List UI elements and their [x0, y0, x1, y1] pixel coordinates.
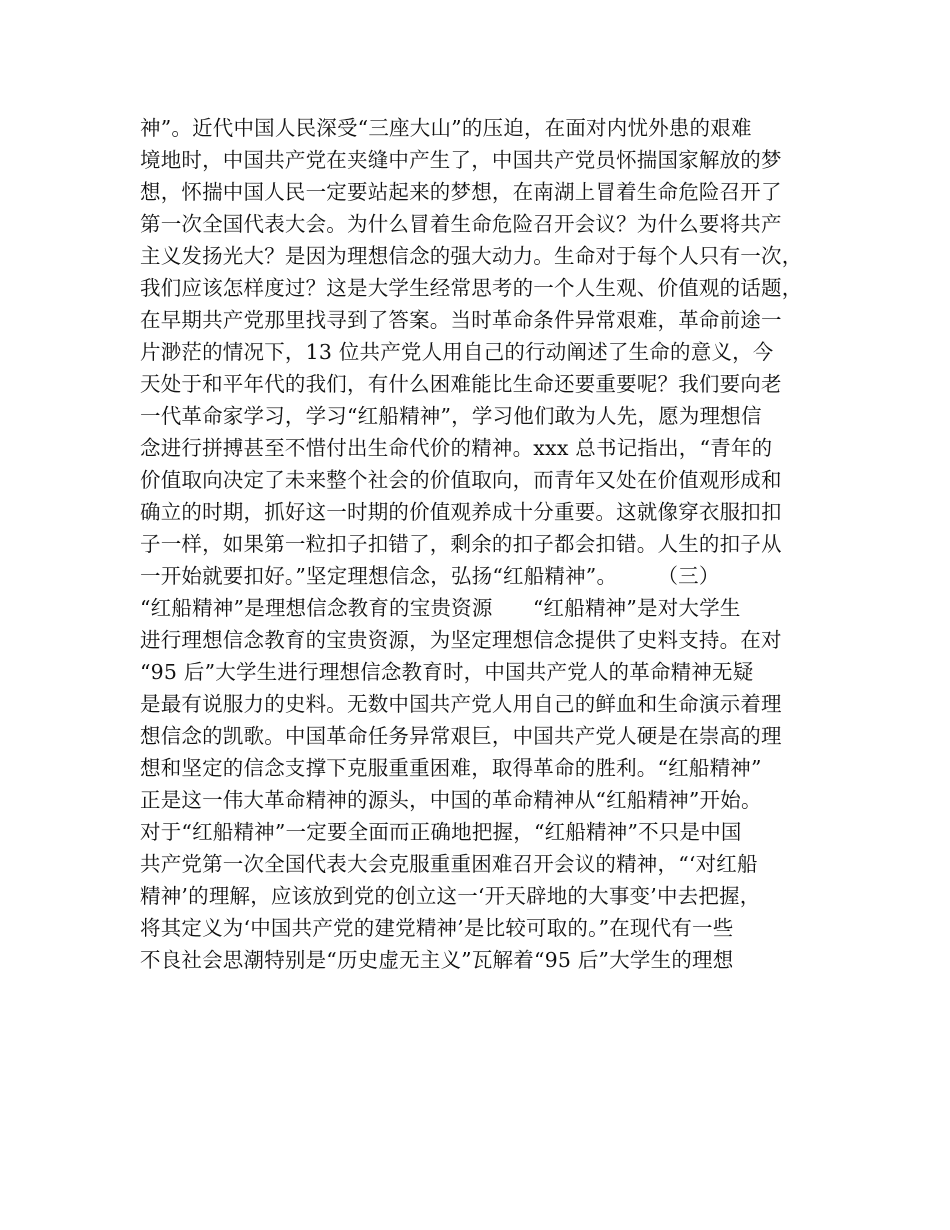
text-line: 对于“红船精神”一定要全面而正确地把握，“红船精神”不只是中国: [140, 820, 742, 844]
text-line: 价值取向决定了未来整个社会的价值取向，而青年又处在价值观形成和: [140, 468, 782, 492]
text-line: 念进行拼搏甚至不惜付出生命代价的精神。xxx 总书记指出，“青年的: [140, 436, 773, 460]
text-line: 在早期共产党那里找寻到了答案。当时革命条件异常艰难，革命前途一: [140, 308, 782, 332]
text-line: 精神’的理解，应该放到党的创立这一‘开天辟地的大事变’中去把握，: [140, 884, 761, 908]
text-line: 子一样，如果第一粒扣子扣错了，剩余的扣子都会扣错。人生的扣子从: [140, 532, 782, 556]
text-line: 一代革命家学习，学习“红船精神”，学习他们敢为人先，愿为理想信: [140, 404, 762, 428]
text-line: 将其定义为‘中国共产党的建党精神’是比较可取的。”在现代有一些: [140, 916, 734, 940]
text-line: 想，怀揣中国人民一定要站起来的梦想，在南湖上冒着生命危险召开了: [140, 180, 782, 204]
text-line: 不良社会思潮特别是“历史虚无主义”瓦解着“95 后”大学生的理想: [140, 948, 734, 972]
text-line: 我们应该怎样度过？这是大学生经常思考的一个人生观、价值观的话题，: [140, 276, 803, 300]
text-line: 境地时，中国共产党在夹缝中产生了，中国共产党员怀揣国家解放的梦: [140, 148, 782, 172]
text-line: 正是这一伟大革命精神的源头，中国的革命精神从“红船精神”开始。: [140, 788, 762, 812]
text-line: 天处于和平年代的我们，有什么困难能比生命还要重要呢？我们要向老: [140, 372, 782, 396]
body-text: [140, 112, 830, 976]
text-line: 神”。近代中国人民深受“三座大山”的压迫，在面对内忧外患的艰难: [140, 116, 752, 140]
text-line: 想信念的凯歌。中国革命任务异常艰巨，中国共产党人硬是在崇高的理: [140, 724, 782, 748]
text-line: 是最有说服力的史料。无数中国共产党人用自己的鲜血和生命演示着理: [140, 692, 782, 716]
text-line: 确立的时期，抓好这一时期的价值观养成十分重要。这就像穿衣服扣扣: [140, 500, 782, 524]
text-line: 第一次全国代表大会。为什么冒着生命危险召开会议？为什么要将共产: [140, 212, 782, 236]
text-line: 共产党第一次全国代表大会克服重重困难召开会议的精神，“‘对红船: [140, 852, 758, 876]
text-line: “95 后”大学生进行理想信念教育时，中国共产党人的革命精神无疑: [140, 660, 754, 684]
text-line: 想和坚定的信念支撑下克服重重困难，取得革命的胜利。“红船精神”: [140, 756, 762, 780]
text-line: 进行理想信念教育的宝贵资源，为坚定理想信念提供了史料支持。在对: [140, 628, 782, 652]
text-line: 一开始就要扣好。”坚定理想信念，弘扬“红船精神”。 （三）: [140, 564, 720, 588]
text-line: “红船精神”是理想信念教育的宝贵资源 “红船精神”是对大学生: [140, 596, 741, 620]
text-line: 主义发扬光大？是因为理想信念的强大动力。生命对于每个人只有一次，: [140, 244, 803, 268]
text-line: 片渺茫的情况下，13 位共产党人用自己的行动阐述了生命的意义，今: [140, 340, 774, 364]
